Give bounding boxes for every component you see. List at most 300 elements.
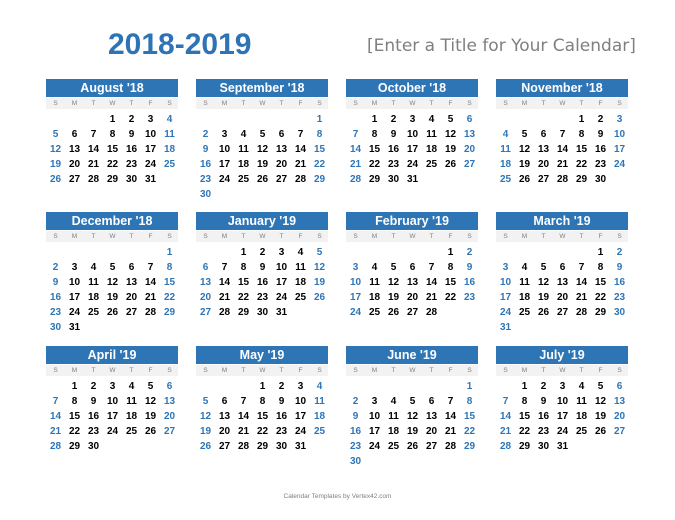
empty-cell (403, 245, 422, 260)
day-cell: 20 (463, 144, 476, 155)
day-cell: 14 (444, 411, 457, 422)
day-grid (496, 245, 628, 335)
day-cell: 1 (71, 381, 78, 392)
weekday-label: S (167, 100, 172, 107)
day-cell: 23 (463, 292, 476, 303)
day-cell: 17 (406, 144, 419, 155)
weekday-row (46, 98, 178, 109)
day-cell: 16 (349, 426, 362, 437)
day-cell: 3 (109, 381, 116, 392)
month-block (196, 212, 328, 320)
day-cell: 13 (218, 411, 231, 422)
weekday-label: S (53, 367, 58, 374)
month-header: September '18 (196, 79, 328, 97)
month-block (196, 346, 328, 454)
month-header: April '19 (46, 346, 178, 364)
day-cell: 10 (556, 396, 569, 407)
day-cell: 9 (597, 129, 604, 140)
month-block (196, 79, 328, 202)
day-cell: 18 (368, 292, 381, 303)
day-cell: 7 (52, 396, 59, 407)
day-cell: 28 (556, 174, 569, 185)
day-cell: 6 (278, 129, 285, 140)
day-cell: 30 (256, 307, 269, 318)
day-cell: 3 (221, 129, 228, 140)
day-grid (196, 245, 328, 320)
month-header: December '18 (46, 212, 178, 230)
weekday-label: M (71, 367, 78, 374)
day-cell: 28 (444, 441, 457, 452)
empty-cell (65, 112, 84, 127)
weekday-label: S (467, 233, 472, 240)
day-cell: 1 (447, 247, 454, 258)
day-cell: 6 (166, 381, 173, 392)
day-cell: 12 (444, 129, 457, 140)
empty-cell (346, 245, 365, 260)
weekday-label: T (129, 367, 134, 374)
day-cell: 7 (90, 129, 97, 140)
empty-cell (441, 379, 460, 394)
day-cell: 21 (294, 159, 307, 170)
day-cell: 16 (125, 144, 138, 155)
day-cell: 8 (316, 129, 323, 140)
day-cell: 5 (52, 129, 59, 140)
day-cell: 9 (352, 411, 359, 422)
empty-cell (46, 245, 65, 260)
day-cell: 24 (368, 441, 381, 452)
empty-cell (234, 112, 253, 127)
day-cell: 6 (466, 114, 473, 125)
day-cell: 30 (199, 189, 212, 200)
day-cell: 20 (125, 292, 138, 303)
day-cell: 17 (349, 292, 362, 303)
empty-cell (103, 245, 122, 260)
day-cell: 6 (409, 262, 416, 273)
day-cell: 8 (240, 262, 247, 273)
weekday-label: S (353, 233, 358, 240)
day-cell: 7 (502, 396, 509, 407)
day-cell: 16 (594, 144, 607, 155)
day-cell: 20 (406, 292, 419, 303)
weekday-label: S (203, 367, 208, 374)
day-cell: 5 (540, 262, 547, 273)
day-cell: 12 (594, 396, 607, 407)
weekday-label: T (541, 100, 546, 107)
weekday-label: T (391, 233, 396, 240)
weekday-label: S (617, 367, 622, 374)
day-cell: 1 (240, 247, 247, 258)
empty-cell (215, 112, 234, 127)
day-grid (196, 379, 328, 454)
empty-cell (215, 245, 234, 260)
weekday-label: S (503, 367, 508, 374)
day-cell: 1 (316, 114, 323, 125)
day-cell: 19 (144, 411, 157, 422)
empty-cell (515, 112, 534, 127)
weekday-label: S (317, 367, 322, 374)
day-cell: 12 (256, 144, 269, 155)
day-cell: 18 (294, 277, 307, 288)
weekday-label: F (598, 100, 603, 107)
day-cell: 19 (406, 426, 419, 437)
day-cell: 16 (613, 277, 626, 288)
day-cell: 14 (556, 144, 569, 155)
day-cell: 8 (466, 396, 473, 407)
weekday-label: M (71, 233, 78, 240)
day-cell: 28 (144, 307, 157, 318)
empty-cell (122, 245, 141, 260)
weekday-label: W (259, 100, 266, 107)
weekday-label: S (167, 233, 172, 240)
day-cell: 28 (218, 307, 231, 318)
day-cell: 1 (371, 114, 378, 125)
empty-cell (496, 112, 515, 127)
day-cell: 26 (144, 426, 157, 437)
day-cell: 24 (68, 307, 81, 318)
day-cell: 15 (518, 411, 531, 422)
day-cell: 27 (199, 307, 212, 318)
weekday-label: T (541, 367, 546, 374)
day-cell: 17 (68, 292, 81, 303)
day-cell: 11 (88, 277, 99, 288)
day-cell: 21 (49, 426, 62, 437)
day-cell: 5 (202, 396, 209, 407)
month-header: October '18 (346, 79, 478, 97)
day-cell: 23 (594, 159, 607, 170)
day-cell: 8 (578, 129, 585, 140)
day-cell: 6 (221, 396, 228, 407)
day-cell: 2 (466, 247, 473, 258)
empty-cell (234, 379, 253, 394)
day-cell: 4 (502, 129, 509, 140)
day-cell: 25 (87, 307, 100, 318)
day-cell: 15 (68, 411, 81, 422)
weekday-label: S (167, 367, 172, 374)
day-cell: 26 (537, 307, 550, 318)
day-cell: 28 (294, 174, 307, 185)
empty-cell (515, 245, 534, 260)
day-cell: 2 (597, 114, 604, 125)
day-cell: 8 (521, 396, 528, 407)
day-cell: 4 (297, 247, 304, 258)
weekday-label: M (521, 233, 528, 240)
weekday-label: W (559, 367, 566, 374)
day-cell: 3 (559, 381, 566, 392)
weekday-label: T (429, 367, 434, 374)
day-cell: 7 (221, 262, 228, 273)
day-cell: 22 (68, 426, 81, 437)
weekday-row (196, 98, 328, 109)
day-cell: 13 (68, 144, 81, 155)
day-cell: 8 (166, 262, 173, 273)
weekday-label: W (409, 367, 416, 374)
weekday-row (346, 365, 478, 376)
day-cell: 16 (537, 411, 550, 422)
weekday-row (196, 231, 328, 242)
day-cell: 18 (87, 292, 100, 303)
empty-cell (553, 245, 572, 260)
day-cell: 3 (278, 247, 285, 258)
month-block (346, 212, 478, 320)
day-cell: 25 (425, 159, 438, 170)
day-cell: 6 (428, 396, 435, 407)
empty-cell (553, 112, 572, 127)
day-cell: 22 (463, 426, 476, 437)
day-cell: 20 (537, 159, 550, 170)
month-block (346, 346, 478, 469)
empty-cell (384, 379, 403, 394)
day-cell: 22 (594, 292, 607, 303)
weekday-label: M (371, 367, 378, 374)
day-cell: 25 (575, 426, 588, 437)
day-cell: 19 (444, 144, 457, 155)
day-cell: 10 (218, 144, 231, 155)
day-cell: 29 (68, 441, 81, 452)
empty-cell (365, 379, 384, 394)
day-cell: 17 (613, 144, 626, 155)
weekday-label: S (203, 233, 208, 240)
day-cell: 5 (147, 381, 154, 392)
day-cell: 23 (349, 441, 362, 452)
day-cell: 24 (144, 159, 157, 170)
day-cell: 19 (594, 411, 607, 422)
day-cell: 7 (240, 396, 247, 407)
day-cell: 29 (518, 441, 531, 452)
day-cell: 20 (425, 426, 438, 437)
day-cell: 1 (466, 381, 473, 392)
day-cell: 17 (106, 411, 119, 422)
month-header: May '19 (196, 346, 328, 364)
day-cell: 29 (106, 174, 119, 185)
day-cell: 22 (575, 159, 588, 170)
day-cell: 4 (316, 381, 323, 392)
day-cell: 24 (106, 426, 119, 437)
weekday-label: M (221, 367, 228, 374)
weekday-label: M (521, 100, 528, 107)
day-cell: 25 (237, 174, 250, 185)
day-cell: 6 (202, 262, 209, 273)
weekday-label: T (91, 367, 96, 374)
day-cell: 23 (49, 307, 62, 318)
weekday-label: T (279, 367, 284, 374)
day-cell: 8 (71, 396, 78, 407)
day-cell: 22 (163, 292, 176, 303)
footer-credit: Calendar Templates by Vertex42.com (283, 493, 392, 500)
day-cell: 28 (237, 441, 250, 452)
weekday-label: W (259, 367, 266, 374)
day-cell: 17 (144, 144, 157, 155)
empty-cell (196, 379, 215, 394)
weekday-row (46, 231, 178, 242)
empty-cell (65, 245, 84, 260)
day-cell: 30 (613, 307, 626, 318)
day-cell: 16 (387, 144, 400, 155)
month-block (496, 79, 628, 187)
empty-cell (422, 245, 441, 260)
day-cell: 9 (128, 129, 135, 140)
day-grid (496, 112, 628, 187)
month-block (46, 212, 178, 335)
day-cell: 20 (163, 411, 176, 422)
day-cell: 16 (49, 292, 62, 303)
weekday-label: M (221, 100, 228, 107)
day-cell: 27 (125, 307, 138, 318)
day-cell: 26 (313, 292, 326, 303)
day-cell: 12 (49, 144, 62, 155)
day-cell: 27 (556, 307, 569, 318)
day-cell: 14 (237, 411, 250, 422)
day-cell: 17 (294, 411, 307, 422)
day-cell: 10 (275, 262, 288, 273)
day-cell: 10 (499, 277, 512, 288)
day-cell: 10 (294, 396, 307, 407)
weekday-label: M (71, 100, 78, 107)
day-cell: 26 (199, 441, 212, 452)
day-cell: 29 (575, 174, 588, 185)
day-cell: 8 (259, 396, 266, 407)
day-cell: 15 (237, 277, 250, 288)
weekday-label: F (298, 233, 303, 240)
day-cell: 26 (49, 174, 62, 185)
day-cell: 8 (109, 129, 116, 140)
day-cell: 26 (444, 159, 457, 170)
day-cell: 13 (613, 396, 626, 407)
day-cell: 14 (218, 277, 231, 288)
day-cell: 1 (259, 381, 266, 392)
day-cell: 19 (537, 292, 550, 303)
day-cell: 26 (106, 307, 119, 318)
day-cell: 29 (594, 307, 607, 318)
day-cell: 19 (518, 159, 531, 170)
weekday-label: F (598, 367, 603, 374)
day-cell: 5 (390, 262, 397, 273)
weekday-label: T (391, 367, 396, 374)
day-cell: 21 (444, 426, 457, 437)
day-cell: 22 (313, 159, 326, 170)
day-grid (46, 245, 178, 335)
day-cell: 7 (147, 262, 154, 273)
day-cell: 4 (240, 129, 247, 140)
day-cell: 8 (447, 262, 454, 273)
day-cell: 13 (125, 277, 138, 288)
day-cell: 21 (499, 426, 512, 437)
day-cell: 27 (425, 441, 438, 452)
day-cell: 9 (52, 277, 59, 288)
day-cell: 11 (576, 396, 587, 407)
day-cell: 4 (166, 114, 173, 125)
day-cell: 14 (294, 144, 307, 155)
day-cell: 19 (387, 292, 400, 303)
day-cell: 2 (202, 129, 209, 140)
day-cell: 16 (199, 159, 212, 170)
day-cell: 12 (406, 411, 419, 422)
day-cell: 2 (128, 114, 135, 125)
weekday-label: M (221, 233, 228, 240)
day-cell: 14 (87, 144, 100, 155)
day-cell: 25 (518, 307, 531, 318)
day-cell: 2 (259, 247, 266, 258)
day-cell: 31 (144, 174, 157, 185)
day-cell: 11 (426, 129, 437, 140)
day-cell: 14 (349, 144, 362, 155)
day-cell: 29 (368, 174, 381, 185)
day-cell: 18 (163, 144, 176, 155)
calendar-title[interactable]: [Enter a Title for Your Calendar] (367, 36, 636, 56)
day-cell: 11 (164, 129, 175, 140)
day-cell: 31 (556, 441, 569, 452)
year-title: 2018-2019 (108, 28, 252, 61)
day-cell: 21 (349, 159, 362, 170)
day-cell: 1 (109, 114, 116, 125)
day-cell: 22 (444, 292, 457, 303)
weekday-label: W (409, 233, 416, 240)
day-cell: 16 (463, 277, 476, 288)
day-cell: 17 (556, 411, 569, 422)
day-cell: 5 (109, 262, 116, 273)
day-cell: 4 (521, 262, 528, 273)
day-cell: 23 (87, 426, 100, 437)
empty-cell (84, 112, 103, 127)
day-cell: 9 (466, 262, 473, 273)
day-cell: 10 (106, 396, 119, 407)
day-cell: 23 (275, 426, 288, 437)
day-cell: 3 (502, 262, 509, 273)
day-grid (46, 112, 178, 187)
day-cell: 2 (352, 396, 359, 407)
weekday-label: T (279, 233, 284, 240)
day-cell: 14 (499, 411, 512, 422)
day-cell: 21 (425, 292, 438, 303)
weekday-label: S (353, 367, 358, 374)
empty-cell (496, 379, 515, 394)
month-block (496, 346, 628, 454)
day-cell: 28 (349, 174, 362, 185)
day-cell: 4 (578, 381, 585, 392)
weekday-row (346, 231, 478, 242)
empty-cell (346, 379, 365, 394)
day-cell: 24 (218, 174, 231, 185)
day-cell: 12 (387, 277, 400, 288)
day-grid (346, 379, 478, 469)
day-cell: 26 (256, 174, 269, 185)
month-block (496, 212, 628, 335)
weekday-label: T (541, 233, 546, 240)
empty-cell (572, 245, 591, 260)
day-cell: 17 (218, 159, 231, 170)
day-cell: 30 (275, 441, 288, 452)
weekday-label: T (579, 100, 584, 107)
day-cell: 13 (463, 129, 476, 140)
day-cell: 10 (406, 129, 419, 140)
day-cell: 7 (559, 129, 566, 140)
day-cell: 2 (90, 381, 97, 392)
day-cell: 10 (349, 277, 362, 288)
weekday-label: T (129, 233, 134, 240)
day-cell: 30 (594, 174, 607, 185)
day-cell: 28 (425, 307, 438, 318)
day-cell: 29 (313, 174, 326, 185)
day-cell: 11 (519, 277, 530, 288)
day-cell: 5 (447, 114, 454, 125)
day-cell: 10 (613, 129, 626, 140)
day-cell: 25 (499, 174, 512, 185)
day-cell: 25 (163, 159, 176, 170)
weekday-row (496, 231, 628, 242)
weekday-label: T (579, 367, 584, 374)
day-cell: 13 (537, 144, 550, 155)
day-cell: 29 (256, 441, 269, 452)
day-cell: 11 (295, 262, 306, 273)
